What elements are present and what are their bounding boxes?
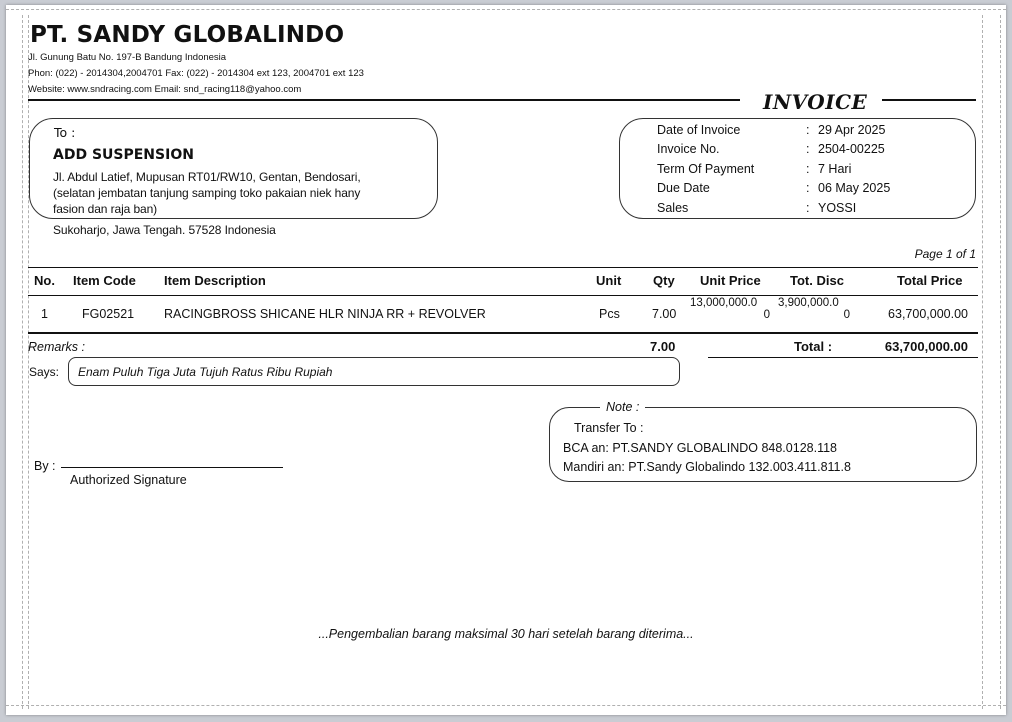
col-header-unit: Unit <box>596 273 622 288</box>
meta-date-value: 29 Apr 2025 <box>818 123 886 137</box>
cell-unit-price <box>690 297 770 321</box>
meta-colon: : <box>806 142 810 156</box>
remarks-label: Remarks : <box>28 340 85 354</box>
meta-sales-value: YOSSI <box>818 201 857 215</box>
meta-due-date-value: 06 May 2025 <box>818 181 891 195</box>
meta-date-label: Date of Invoice <box>657 123 741 137</box>
col-header-description: Item Description <box>164 273 266 288</box>
total-label: Total : <box>794 339 833 354</box>
meta-term-value: 7 Hari <box>818 162 852 176</box>
header-divider-left <box>28 99 740 101</box>
customer-city-line: Sukoharjo, Jawa Tengah. 57528 Indonesia <box>53 223 276 237</box>
margin-guide-right-inner <box>982 15 983 709</box>
meta-term-label: Term Of Payment <box>657 162 755 176</box>
bank-account-line: BCA an: PT.SANDY GLOBALINDO 848.0128.118 <box>563 441 837 455</box>
col-header-total-price: Total Price <box>897 273 963 288</box>
signature-line <box>61 467 283 468</box>
meta-invoice-no-value: 2504-00225 <box>818 142 885 156</box>
header-divider-right <box>882 99 976 101</box>
col-header-discount: Tot. Disc <box>790 273 844 288</box>
invoice-page <box>6 5 1006 715</box>
customer-address-line: fasion dan raja ban) <box>53 202 158 216</box>
authorized-signature-label: Authorized Signature <box>70 473 187 487</box>
page-indicator: Page 1 of 1 <box>914 247 976 261</box>
cell-unit-price-line: 13,000,000.0 <box>690 297 758 309</box>
margin-guide-right <box>1000 15 1001 709</box>
return-policy-note: ...Pengembalian barang maksimal 30 hari setelah barang diterima... <box>318 627 694 641</box>
document-title: INVOICE <box>763 90 868 114</box>
to-label: To : <box>54 125 76 140</box>
margin-guide-bottom <box>6 705 1006 706</box>
note-title: Note : <box>600 400 645 414</box>
margin-guide-top <box>6 9 1006 10</box>
customer-address-line: (selatan jembatan tanjung samping toko pakaian niek hany <box>53 186 361 200</box>
cell-discount-line: 0 <box>843 309 850 321</box>
meta-invoice-no-label: Invoice No. <box>657 142 720 156</box>
company-address: Jl. Gunung Batu No. 197-B Bandung Indonesia <box>28 52 227 63</box>
cell-no: 1 <box>41 307 48 321</box>
cell-unit: Pcs <box>599 307 620 321</box>
meta-colon: : <box>806 201 810 215</box>
margin-guide-left-inner <box>28 15 29 709</box>
meta-colon: : <box>806 123 810 137</box>
col-header-item-code: Item Code <box>73 273 136 288</box>
company-website: Website: www.sndracing.com Email: snd_racing118@yahoo.com <box>28 84 302 95</box>
cell-item-code: FG02521 <box>82 307 135 321</box>
cell-total-price: 63,700,000.00 <box>888 307 968 321</box>
cell-description: RACINGBROSS SHICANE HLR NINJA RR + REVOLVER <box>164 307 486 321</box>
cell-discount-line: 3,900,000.0 <box>778 297 839 309</box>
customer-address-line: Jl. Abdul Latief, Mupusan RT01/RW10, Gentan, Bendosari, <box>53 170 361 184</box>
customer-name: ADD SUSPENSION <box>53 147 194 163</box>
company-phone: Phon: (022) - 2014304,2004701 Fax: (022) - 2014304 ext 123, 2004701 ext 123 <box>28 68 364 79</box>
col-header-qty: Qty <box>653 273 675 288</box>
meta-colon: : <box>806 162 810 176</box>
company-name: PT. SANDY GLOBALINDO <box>30 22 345 48</box>
signature-by-label: By : <box>34 459 56 473</box>
qty-total: 7.00 <box>650 339 676 354</box>
amount-in-words: Enam Puluh Tiga Juta Tujuh Ratus Ribu Rupiah <box>78 365 333 379</box>
cell-qty: 7.00 <box>652 307 677 321</box>
meta-colon: : <box>806 181 810 195</box>
total-value: 63,700,000.00 <box>884 339 968 354</box>
cell-discount <box>778 297 850 321</box>
cell-unit-price-line: 0 <box>763 309 770 321</box>
table-bottom-rule <box>28 332 978 334</box>
table-header-rule <box>28 295 978 296</box>
bank-account-line: Mandiri an: PT.Sandy Globalindo 132.003.411.811.8 <box>563 460 851 474</box>
total-underline <box>708 357 978 358</box>
says-label: Says: <box>29 365 60 379</box>
col-header-unit-price: Unit Price <box>700 273 761 288</box>
meta-due-date-label: Due Date <box>657 181 710 195</box>
meta-sales-label: Sales <box>657 201 689 215</box>
transfer-label: Transfer To : <box>574 421 644 435</box>
table-top-rule <box>28 267 978 268</box>
margin-guide-left <box>22 15 23 709</box>
col-header-no: No. <box>34 273 55 288</box>
